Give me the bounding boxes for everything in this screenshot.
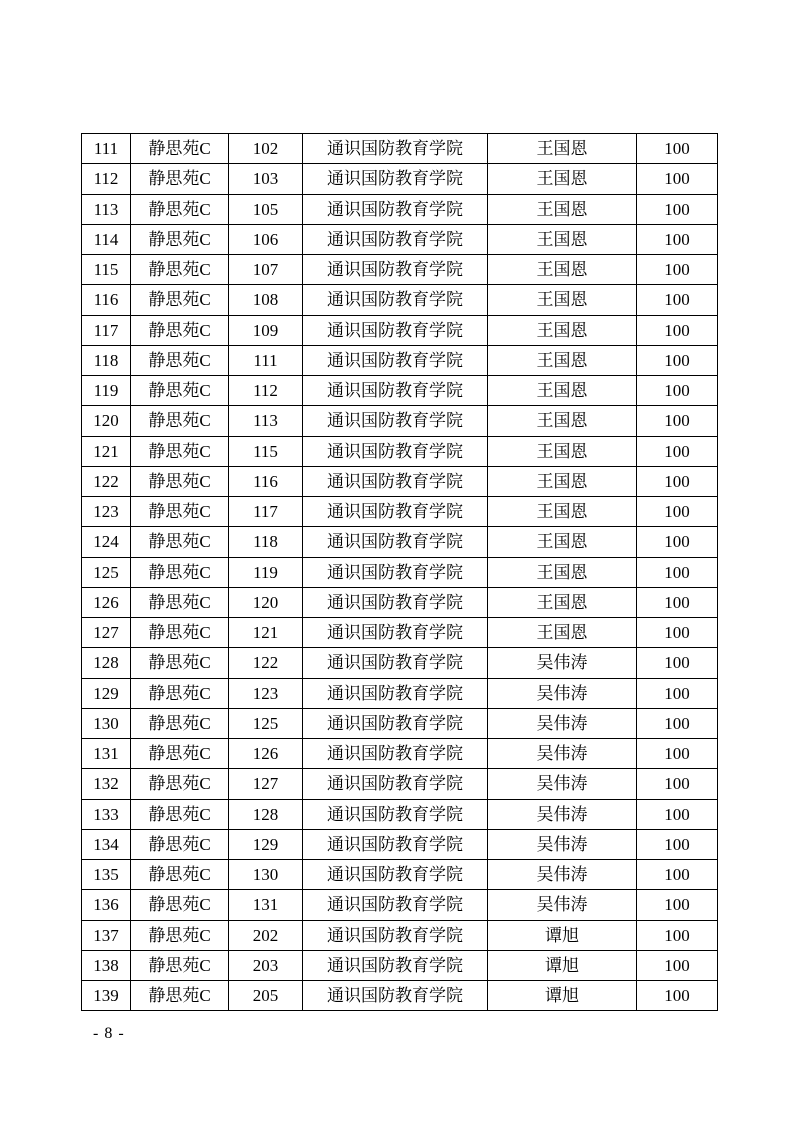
- score-cell: 100: [637, 315, 718, 345]
- score-cell: 100: [637, 436, 718, 466]
- counselor-cell: 吴伟涛: [488, 739, 637, 769]
- serial-number-cell: 126: [82, 587, 131, 617]
- table-row: [82, 194, 718, 224]
- room-number-cell: 122: [229, 648, 303, 678]
- college-cell: 通识国防教育学院: [303, 224, 488, 254]
- counselor-cell: 吴伟涛: [488, 799, 637, 829]
- counselor-cell: 王国恩: [488, 497, 637, 527]
- room-number-cell: 131: [229, 890, 303, 920]
- serial-number-cell: 114: [82, 224, 131, 254]
- college-cell: 通识国防教育学院: [303, 134, 488, 164]
- score-cell: 100: [637, 587, 718, 617]
- table-row: [82, 799, 718, 829]
- college-cell: 通识国防教育学院: [303, 315, 488, 345]
- room-number-cell: 128: [229, 799, 303, 829]
- building-cell: 静思苑C: [131, 981, 229, 1011]
- serial-number-cell: 122: [82, 466, 131, 496]
- score-cell: 100: [637, 648, 718, 678]
- building-cell: 静思苑C: [131, 587, 229, 617]
- table-row: [82, 950, 718, 980]
- building-cell: 静思苑C: [131, 648, 229, 678]
- table-row: [82, 678, 718, 708]
- counselor-cell: 王国恩: [488, 315, 637, 345]
- score-cell: 100: [637, 739, 718, 769]
- serial-number-cell: 135: [82, 860, 131, 890]
- building-cell: 静思苑C: [131, 134, 229, 164]
- building-cell: 静思苑C: [131, 285, 229, 315]
- room-number-cell: 205: [229, 981, 303, 1011]
- counselor-cell: 王国恩: [488, 164, 637, 194]
- counselor-cell: 王国恩: [488, 527, 637, 557]
- building-cell: 静思苑C: [131, 618, 229, 648]
- counselor-cell: 王国恩: [488, 134, 637, 164]
- building-cell: 静思苑C: [131, 497, 229, 527]
- college-cell: 通识国防教育学院: [303, 799, 488, 829]
- score-cell: 100: [637, 981, 718, 1011]
- room-number-cell: 127: [229, 769, 303, 799]
- college-cell: 通识国防教育学院: [303, 618, 488, 648]
- counselor-cell: 谭旭: [488, 920, 637, 950]
- college-cell: 通识国防教育学院: [303, 708, 488, 738]
- room-number-cell: 113: [229, 406, 303, 436]
- table-row: [82, 557, 718, 587]
- dormitory-table: [81, 133, 718, 1011]
- college-cell: 通识国防教育学院: [303, 376, 488, 406]
- score-cell: 100: [637, 678, 718, 708]
- counselor-cell: 王国恩: [488, 466, 637, 496]
- counselor-cell: 吴伟涛: [488, 678, 637, 708]
- table-row: [82, 648, 718, 678]
- building-cell: 静思苑C: [131, 769, 229, 799]
- counselor-cell: 王国恩: [488, 587, 637, 617]
- building-cell: 静思苑C: [131, 860, 229, 890]
- college-cell: 通识国防教育学院: [303, 345, 488, 375]
- table-row: [82, 436, 718, 466]
- college-cell: 通识国防教育学院: [303, 587, 488, 617]
- room-number-cell: 108: [229, 285, 303, 315]
- serial-number-cell: 123: [82, 497, 131, 527]
- building-cell: 静思苑C: [131, 739, 229, 769]
- score-cell: 100: [637, 224, 718, 254]
- room-number-cell: 130: [229, 860, 303, 890]
- serial-number-cell: 112: [82, 164, 131, 194]
- table-row: [82, 587, 718, 617]
- score-cell: 100: [637, 466, 718, 496]
- college-cell: 通识国防教育学院: [303, 164, 488, 194]
- counselor-cell: 吴伟涛: [488, 890, 637, 920]
- table-row: [82, 497, 718, 527]
- room-number-cell: 120: [229, 587, 303, 617]
- college-cell: 通识国防教育学院: [303, 194, 488, 224]
- table-row: [82, 406, 718, 436]
- score-cell: 100: [637, 376, 718, 406]
- score-cell: 100: [637, 134, 718, 164]
- score-cell: 100: [637, 557, 718, 587]
- room-number-cell: 121: [229, 618, 303, 648]
- table-body: [82, 134, 718, 1011]
- college-cell: 通识国防教育学院: [303, 648, 488, 678]
- table-row: [82, 134, 718, 164]
- room-number-cell: 129: [229, 829, 303, 859]
- college-cell: 通识国防教育学院: [303, 950, 488, 980]
- table-row: [82, 315, 718, 345]
- room-number-cell: 109: [229, 315, 303, 345]
- building-cell: 静思苑C: [131, 164, 229, 194]
- score-cell: 100: [637, 829, 718, 859]
- counselor-cell: 吴伟涛: [488, 769, 637, 799]
- college-cell: 通识国防教育学院: [303, 497, 488, 527]
- college-cell: 通识国防教育学院: [303, 557, 488, 587]
- building-cell: 静思苑C: [131, 950, 229, 980]
- college-cell: 通识国防教育学院: [303, 527, 488, 557]
- score-cell: 100: [637, 345, 718, 375]
- counselor-cell: 王国恩: [488, 194, 637, 224]
- counselor-cell: 王国恩: [488, 557, 637, 587]
- room-number-cell: 112: [229, 376, 303, 406]
- serial-number-cell: 136: [82, 890, 131, 920]
- serial-number-cell: 129: [82, 678, 131, 708]
- score-cell: 100: [637, 194, 718, 224]
- room-number-cell: 115: [229, 436, 303, 466]
- room-number-cell: 116: [229, 466, 303, 496]
- counselor-cell: 王国恩: [488, 436, 637, 466]
- serial-number-cell: 138: [82, 950, 131, 980]
- page-number: - 8 -: [93, 1025, 125, 1042]
- table-row: [82, 829, 718, 859]
- room-number-cell: 103: [229, 164, 303, 194]
- score-cell: 100: [637, 708, 718, 738]
- score-cell: 100: [637, 769, 718, 799]
- serial-number-cell: 115: [82, 255, 131, 285]
- college-cell: 通识国防教育学院: [303, 466, 488, 496]
- college-cell: 通识国防教育学院: [303, 406, 488, 436]
- room-number-cell: 107: [229, 255, 303, 285]
- counselor-cell: 王国恩: [488, 224, 637, 254]
- table-row: [82, 981, 718, 1011]
- table-row: [82, 860, 718, 890]
- serial-number-cell: 121: [82, 436, 131, 466]
- counselor-cell: 谭旭: [488, 981, 637, 1011]
- counselor-cell: 王国恩: [488, 406, 637, 436]
- table-row: [82, 527, 718, 557]
- counselor-cell: 王国恩: [488, 255, 637, 285]
- college-cell: 通识国防教育学院: [303, 829, 488, 859]
- college-cell: 通识国防教育学院: [303, 285, 488, 315]
- room-number-cell: 125: [229, 708, 303, 738]
- room-number-cell: 126: [229, 739, 303, 769]
- serial-number-cell: 137: [82, 920, 131, 950]
- counselor-cell: 王国恩: [488, 345, 637, 375]
- score-cell: 100: [637, 255, 718, 285]
- score-cell: 100: [637, 890, 718, 920]
- counselor-cell: 王国恩: [488, 285, 637, 315]
- serial-number-cell: 113: [82, 194, 131, 224]
- table-row: [82, 285, 718, 315]
- score-cell: 100: [637, 406, 718, 436]
- counselor-cell: 吴伟涛: [488, 829, 637, 859]
- counselor-cell: 王国恩: [488, 618, 637, 648]
- room-number-cell: 106: [229, 224, 303, 254]
- table-row: [82, 376, 718, 406]
- table-row: [82, 920, 718, 950]
- room-number-cell: 111: [229, 345, 303, 375]
- serial-number-cell: 131: [82, 739, 131, 769]
- score-cell: 100: [637, 618, 718, 648]
- counselor-cell: 吴伟涛: [488, 648, 637, 678]
- building-cell: 静思苑C: [131, 436, 229, 466]
- building-cell: 静思苑C: [131, 890, 229, 920]
- serial-number-cell: 130: [82, 708, 131, 738]
- building-cell: 静思苑C: [131, 527, 229, 557]
- college-cell: 通识国防教育学院: [303, 436, 488, 466]
- building-cell: 静思苑C: [131, 829, 229, 859]
- building-cell: 静思苑C: [131, 920, 229, 950]
- building-cell: 静思苑C: [131, 799, 229, 829]
- building-cell: 静思苑C: [131, 345, 229, 375]
- room-number-cell: 123: [229, 678, 303, 708]
- college-cell: 通识国防教育学院: [303, 769, 488, 799]
- room-number-cell: 105: [229, 194, 303, 224]
- score-cell: 100: [637, 285, 718, 315]
- building-cell: 静思苑C: [131, 315, 229, 345]
- building-cell: 静思苑C: [131, 557, 229, 587]
- table-row: [82, 466, 718, 496]
- serial-number-cell: 133: [82, 799, 131, 829]
- table-row: [82, 345, 718, 375]
- serial-number-cell: 132: [82, 769, 131, 799]
- building-cell: 静思苑C: [131, 678, 229, 708]
- serial-number-cell: 118: [82, 345, 131, 375]
- serial-number-cell: 127: [82, 618, 131, 648]
- table-row: [82, 164, 718, 194]
- serial-number-cell: 134: [82, 829, 131, 859]
- college-cell: 通识国防教育学院: [303, 678, 488, 708]
- score-cell: 100: [637, 860, 718, 890]
- room-number-cell: 117: [229, 497, 303, 527]
- building-cell: 静思苑C: [131, 224, 229, 254]
- serial-number-cell: 119: [82, 376, 131, 406]
- serial-number-cell: 139: [82, 981, 131, 1011]
- college-cell: 通识国防教育学院: [303, 981, 488, 1011]
- room-number-cell: 119: [229, 557, 303, 587]
- serial-number-cell: 128: [82, 648, 131, 678]
- table-row: [82, 224, 718, 254]
- score-cell: 100: [637, 164, 718, 194]
- counselor-cell: 吴伟涛: [488, 860, 637, 890]
- building-cell: 静思苑C: [131, 194, 229, 224]
- table-row: [82, 739, 718, 769]
- room-number-cell: 102: [229, 134, 303, 164]
- serial-number-cell: 111: [82, 134, 131, 164]
- serial-number-cell: 117: [82, 315, 131, 345]
- building-cell: 静思苑C: [131, 376, 229, 406]
- college-cell: 通识国防教育学院: [303, 860, 488, 890]
- building-cell: 静思苑C: [131, 466, 229, 496]
- building-cell: 静思苑C: [131, 708, 229, 738]
- counselor-cell: 王国恩: [488, 376, 637, 406]
- serial-number-cell: 124: [82, 527, 131, 557]
- score-cell: 100: [637, 527, 718, 557]
- score-cell: 100: [637, 497, 718, 527]
- score-cell: 100: [637, 920, 718, 950]
- building-cell: 静思苑C: [131, 255, 229, 285]
- college-cell: 通识国防教育学院: [303, 890, 488, 920]
- table-row: [82, 255, 718, 285]
- serial-number-cell: 116: [82, 285, 131, 315]
- room-number-cell: 118: [229, 527, 303, 557]
- counselor-cell: 吴伟涛: [488, 708, 637, 738]
- serial-number-cell: 120: [82, 406, 131, 436]
- building-cell: 静思苑C: [131, 406, 229, 436]
- table-row: [82, 708, 718, 738]
- college-cell: 通识国防教育学院: [303, 739, 488, 769]
- table-row: [82, 769, 718, 799]
- room-number-cell: 202: [229, 920, 303, 950]
- college-cell: 通识国防教育学院: [303, 255, 488, 285]
- college-cell: 通识国防教育学院: [303, 920, 488, 950]
- room-number-cell: 203: [229, 950, 303, 980]
- serial-number-cell: 125: [82, 557, 131, 587]
- table-row: [82, 618, 718, 648]
- counselor-cell: 谭旭: [488, 950, 637, 980]
- score-cell: 100: [637, 950, 718, 980]
- score-cell: 100: [637, 799, 718, 829]
- table-row: [82, 890, 718, 920]
